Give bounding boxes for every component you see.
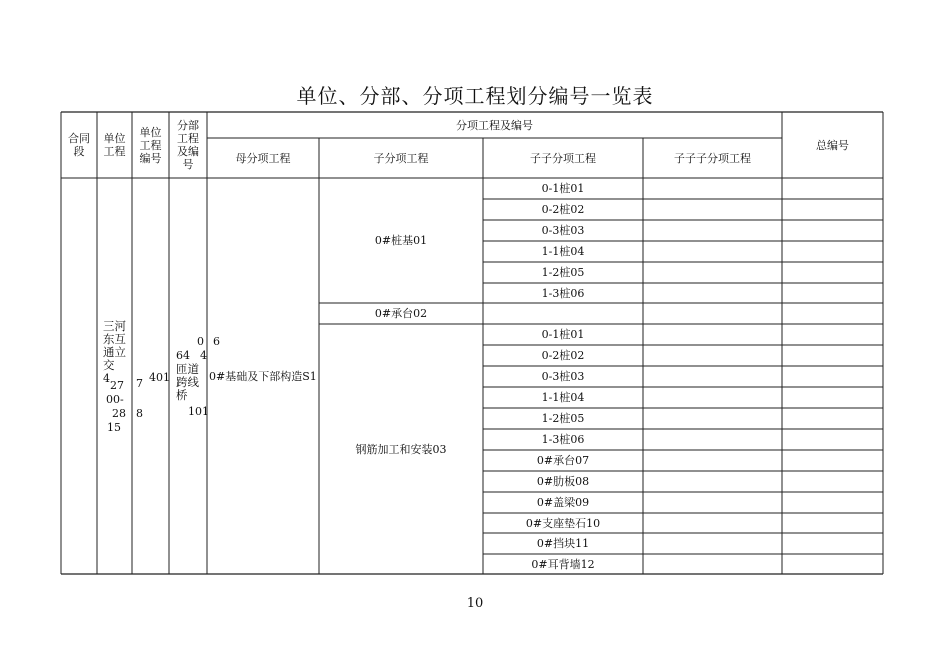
child-subitem-2 [319,324,483,574]
parent-subitem: 0#基础及下部构造S1 [209,370,317,383]
header-subitem-and-no-label: 分项工程及编号 [456,118,533,132]
grandchild-subitem: 1-1桩04 [541,245,585,258]
grandchild-subitem: 0-3桩03 [541,224,585,237]
header-great-grandchild-subitem-label: 子子子分项工程 [674,151,751,165]
header-unit-project [97,112,132,178]
header-division-project-no-label: 分部工程及编号 [177,119,199,171]
fragment-64: 64 [176,349,190,362]
fragment-401: 401 [149,371,170,384]
grandchild-subitem: 1-1桩04 [541,391,585,404]
fragment-4: 4 [103,372,110,385]
grandchild-subitem: 0-2桩02 [541,349,585,362]
grandchild-subitem: 0-3桩03 [541,370,585,383]
fragment-101: 101 [188,405,209,418]
header-unit-project-no-label: 单位工程编号 [139,125,162,165]
grandchild-subitem: 1-2桩05 [541,266,585,279]
grandchild-subitem: 1-3桩06 [541,433,585,446]
unit-project-name: 三河 东互 通立 交 [103,319,126,372]
fragment-0: 0 [197,335,204,348]
grandchild-subitem: 0-1桩01 [541,182,585,195]
fragment-8: 8 [136,407,143,420]
header-subitem-and-no [207,112,782,138]
grandchild-subitem: 0#耳背墙12 [531,557,595,571]
header-grandchild-subitem [483,138,643,178]
fragment-7: 7 [136,377,143,390]
grandchild-subitem: 0#盖梁09 [536,496,590,509]
header-parent-subitem-label: 母分项工程 [235,151,291,165]
header-child-subitem [319,138,483,178]
header-child-subitem-label: 子分项工程 [373,151,429,165]
page-number: 10 [466,596,484,611]
grandchild-subitem [483,303,643,324]
page-title: 单位、分部、分项工程划分编号一览表 [296,84,654,108]
grandchild-subitem: 0#肋板08 [536,475,590,488]
grandchild-subitem: 0#支座垫石10 [525,516,601,530]
header-grandchild-subitem-label: 子子分项工程 [530,151,596,165]
header-contract-section-label: 合同段 [68,132,90,158]
division-project-name: 匝道 跨线 桥 [176,362,199,402]
fragment-4b: 4 [200,349,207,362]
grandchild-subitem: 0#挡块11 [536,537,590,550]
fragment-6: 6 [213,335,220,348]
grandchild-subitem: 1-3桩06 [541,286,585,300]
header-total-no [782,112,883,178]
header-contract-section [61,112,97,178]
header-unit-project-label: 单位工程 [103,132,126,158]
grandchild-subitem: 1-2桩05 [541,412,585,425]
header-parent-subitem [207,138,319,178]
header-total-no-label: 总编号 [816,138,849,152]
child-subitem-0 [319,178,483,303]
child-subitem-1 [319,303,483,324]
child-subitem-label: 0#桩基01 [374,234,428,247]
header-unit-project-no [132,112,169,178]
grandchild-subitem: 0-2桩02 [541,203,585,216]
fragment-15: 15 [107,421,121,434]
grandchild-subitem: 0-1桩01 [541,328,585,341]
fragment-27: 27 [110,379,124,392]
fragment-28: 28 [112,407,126,420]
child-subitem-label: 钢筋加工和安装03 [355,442,447,456]
header-great-grandchild-subitem [643,138,782,178]
grandchild-subitem: 0#承台07 [536,454,590,467]
header-division-project-no [169,112,207,178]
child-subitem-label: 0#承台02 [374,307,428,320]
fragment-00: 00- [106,393,124,406]
